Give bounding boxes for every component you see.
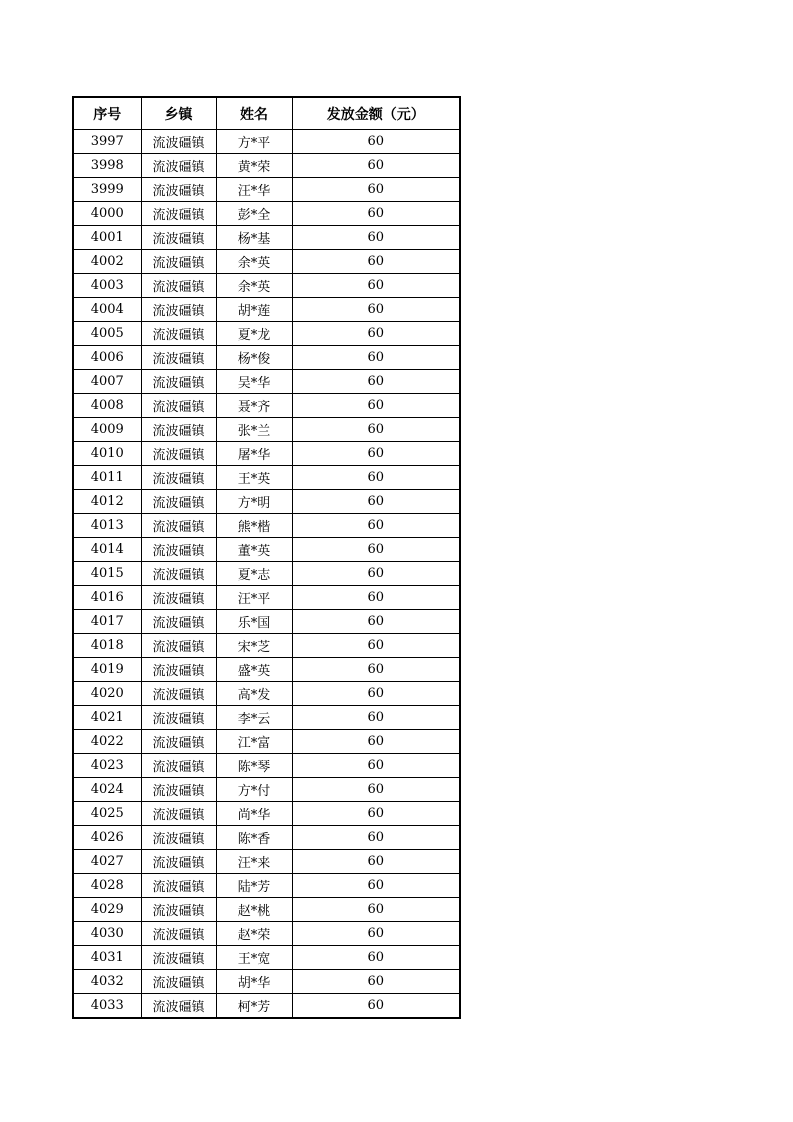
cell-serial-number: 4010 [73,442,141,466]
cell-township: 流波礓镇 [141,442,216,466]
cell-serial-number: 4029 [73,898,141,922]
cell-serial-number: 4015 [73,562,141,586]
table-row [73,634,460,658]
cell-serial-number: 4016 [73,586,141,610]
cell-name: 黄*荣 [216,154,292,178]
cell-name: 赵*桃 [216,898,292,922]
cell-township: 流波礓镇 [141,970,216,994]
table-row [73,874,460,898]
cell-township: 流波礓镇 [141,346,216,370]
cell-township: 流波礓镇 [141,562,216,586]
cell-amount: 60 [292,514,460,538]
cell-serial-number: 4000 [73,202,141,226]
cell-name: 汪*来 [216,850,292,874]
table-row [73,274,460,298]
cell-township: 流波礓镇 [141,730,216,754]
cell-name: 汪*平 [216,586,292,610]
cell-name: 吴*华 [216,370,292,394]
cell-serial-number: 4025 [73,802,141,826]
cell-name: 方*付 [216,778,292,802]
cell-serial-number: 4024 [73,778,141,802]
cell-name: 李*云 [216,706,292,730]
table-row [73,802,460,826]
cell-township: 流波礓镇 [141,298,216,322]
cell-serial-number: 4011 [73,466,141,490]
cell-amount: 60 [292,730,460,754]
cell-name: 夏*志 [216,562,292,586]
header-township: 乡镇 [141,97,216,130]
table-row [73,562,460,586]
cell-amount: 60 [292,826,460,850]
cell-township: 流波礓镇 [141,898,216,922]
cell-amount: 60 [292,442,460,466]
cell-serial-number: 4022 [73,730,141,754]
table-row [73,610,460,634]
cell-serial-number: 4005 [73,322,141,346]
cell-serial-number: 4003 [73,274,141,298]
cell-township: 流波礓镇 [141,490,216,514]
table-body [73,130,460,1019]
cell-name: 熊*楷 [216,514,292,538]
cell-serial-number: 4017 [73,610,141,634]
cell-serial-number: 4001 [73,226,141,250]
cell-amount: 60 [292,922,460,946]
header-amount: 发放金额（元） [292,97,460,130]
table-row [73,778,460,802]
cell-name: 方*平 [216,130,292,154]
cell-name: 汪*华 [216,178,292,202]
cell-serial-number: 4018 [73,634,141,658]
cell-amount: 60 [292,754,460,778]
table-row [73,202,460,226]
cell-amount: 60 [292,898,460,922]
cell-amount: 60 [292,250,460,274]
table-row [73,322,460,346]
cell-township: 流波礓镇 [141,850,216,874]
table-row [73,250,460,274]
cell-serial-number: 4023 [73,754,141,778]
cell-township: 流波礓镇 [141,178,216,202]
cell-township: 流波礓镇 [141,754,216,778]
cell-township: 流波礓镇 [141,946,216,970]
table-row [73,898,460,922]
cell-serial-number: 4019 [73,658,141,682]
cell-serial-number: 3998 [73,154,141,178]
cell-township: 流波礓镇 [141,226,216,250]
cell-name: 盛*英 [216,658,292,682]
cell-township: 流波礓镇 [141,826,216,850]
table-row [73,754,460,778]
cell-amount: 60 [292,274,460,298]
cell-township: 流波礓镇 [141,370,216,394]
cell-serial-number: 4033 [73,994,141,1019]
table-row [73,490,460,514]
cell-serial-number: 4021 [73,706,141,730]
cell-amount: 60 [292,394,460,418]
cell-township: 流波礓镇 [141,130,216,154]
cell-township: 流波礓镇 [141,538,216,562]
cell-amount: 60 [292,178,460,202]
cell-name: 张*兰 [216,418,292,442]
cell-amount: 60 [292,562,460,586]
cell-amount: 60 [292,682,460,706]
cell-name: 柯*芳 [216,994,292,1019]
cell-name: 宋*芝 [216,634,292,658]
payment-table [72,96,461,1019]
table-row [73,730,460,754]
table-row [73,418,460,442]
cell-township: 流波礓镇 [141,634,216,658]
cell-name: 陆*芳 [216,874,292,898]
cell-amount: 60 [292,658,460,682]
table-row [73,826,460,850]
cell-amount: 60 [292,154,460,178]
cell-name: 王*宽 [216,946,292,970]
cell-township: 流波礓镇 [141,994,216,1019]
table-row [73,154,460,178]
table-row [73,130,460,154]
cell-township: 流波礓镇 [141,418,216,442]
table-row [73,970,460,994]
cell-serial-number: 4028 [73,874,141,898]
cell-serial-number: 4020 [73,682,141,706]
cell-name: 王*英 [216,466,292,490]
header-row [73,97,460,130]
cell-amount: 60 [292,970,460,994]
cell-serial-number: 4009 [73,418,141,442]
cell-amount: 60 [292,946,460,970]
table-row [73,466,460,490]
cell-name: 董*英 [216,538,292,562]
cell-amount: 60 [292,874,460,898]
cell-name: 胡*莲 [216,298,292,322]
cell-township: 流波礓镇 [141,274,216,298]
table-row [73,514,460,538]
cell-serial-number: 3999 [73,178,141,202]
cell-amount: 60 [292,610,460,634]
cell-amount: 60 [292,778,460,802]
cell-amount: 60 [292,346,460,370]
cell-amount: 60 [292,370,460,394]
cell-serial-number: 4012 [73,490,141,514]
cell-township: 流波礓镇 [141,682,216,706]
table-row [73,394,460,418]
cell-name: 杨*俊 [216,346,292,370]
table-row [73,658,460,682]
cell-name: 屠*华 [216,442,292,466]
table-header [73,97,460,130]
cell-name: 彭*全 [216,202,292,226]
cell-name: 杨*基 [216,226,292,250]
cell-township: 流波礓镇 [141,778,216,802]
table-row [73,226,460,250]
cell-township: 流波礓镇 [141,202,216,226]
table-row [73,850,460,874]
cell-name: 高*发 [216,682,292,706]
cell-amount: 60 [292,298,460,322]
table-row [73,586,460,610]
cell-name: 夏*龙 [216,322,292,346]
cell-name: 胡*华 [216,970,292,994]
cell-amount: 60 [292,994,460,1019]
cell-amount: 60 [292,586,460,610]
table-row [73,346,460,370]
cell-amount: 60 [292,538,460,562]
cell-serial-number: 4031 [73,946,141,970]
cell-serial-number: 4026 [73,826,141,850]
table-row [73,298,460,322]
cell-amount: 60 [292,226,460,250]
cell-serial-number: 4032 [73,970,141,994]
table-row [73,682,460,706]
table-row [73,178,460,202]
table-row [73,994,460,1019]
cell-amount: 60 [292,322,460,346]
cell-name: 方*明 [216,490,292,514]
cell-township: 流波礓镇 [141,610,216,634]
cell-township: 流波礓镇 [141,154,216,178]
cell-township: 流波礓镇 [141,658,216,682]
table-row [73,922,460,946]
cell-name: 尚*华 [216,802,292,826]
cell-name: 陈*香 [216,826,292,850]
cell-amount: 60 [292,130,460,154]
cell-serial-number: 4027 [73,850,141,874]
table-row [73,946,460,970]
cell-name: 聂*齐 [216,394,292,418]
cell-township: 流波礓镇 [141,802,216,826]
cell-serial-number: 3997 [73,130,141,154]
cell-amount: 60 [292,466,460,490]
table-row [73,538,460,562]
cell-name: 陈*琴 [216,754,292,778]
table-row [73,442,460,466]
cell-township: 流波礓镇 [141,922,216,946]
table-row [73,370,460,394]
header-name: 姓名 [216,97,292,130]
cell-township: 流波礓镇 [141,586,216,610]
cell-amount: 60 [292,490,460,514]
cell-amount: 60 [292,634,460,658]
cell-serial-number: 4004 [73,298,141,322]
cell-township: 流波礓镇 [141,514,216,538]
cell-amount: 60 [292,202,460,226]
cell-township: 流波礓镇 [141,322,216,346]
cell-township: 流波礓镇 [141,394,216,418]
cell-serial-number: 4006 [73,346,141,370]
cell-amount: 60 [292,802,460,826]
cell-township: 流波礓镇 [141,874,216,898]
cell-name: 江*富 [216,730,292,754]
cell-name: 乐*国 [216,610,292,634]
cell-serial-number: 4002 [73,250,141,274]
cell-serial-number: 4030 [73,922,141,946]
cell-amount: 60 [292,418,460,442]
cell-serial-number: 4007 [73,370,141,394]
cell-serial-number: 4008 [73,394,141,418]
table-row [73,706,460,730]
cell-township: 流波礓镇 [141,706,216,730]
cell-township: 流波礓镇 [141,466,216,490]
cell-name: 余*英 [216,274,292,298]
header-serial-number: 序号 [73,97,141,130]
cell-name: 赵*荣 [216,922,292,946]
cell-amount: 60 [292,706,460,730]
cell-serial-number: 4014 [73,538,141,562]
cell-serial-number: 4013 [73,514,141,538]
cell-township: 流波礓镇 [141,250,216,274]
cell-name: 余*英 [216,250,292,274]
cell-amount: 60 [292,850,460,874]
